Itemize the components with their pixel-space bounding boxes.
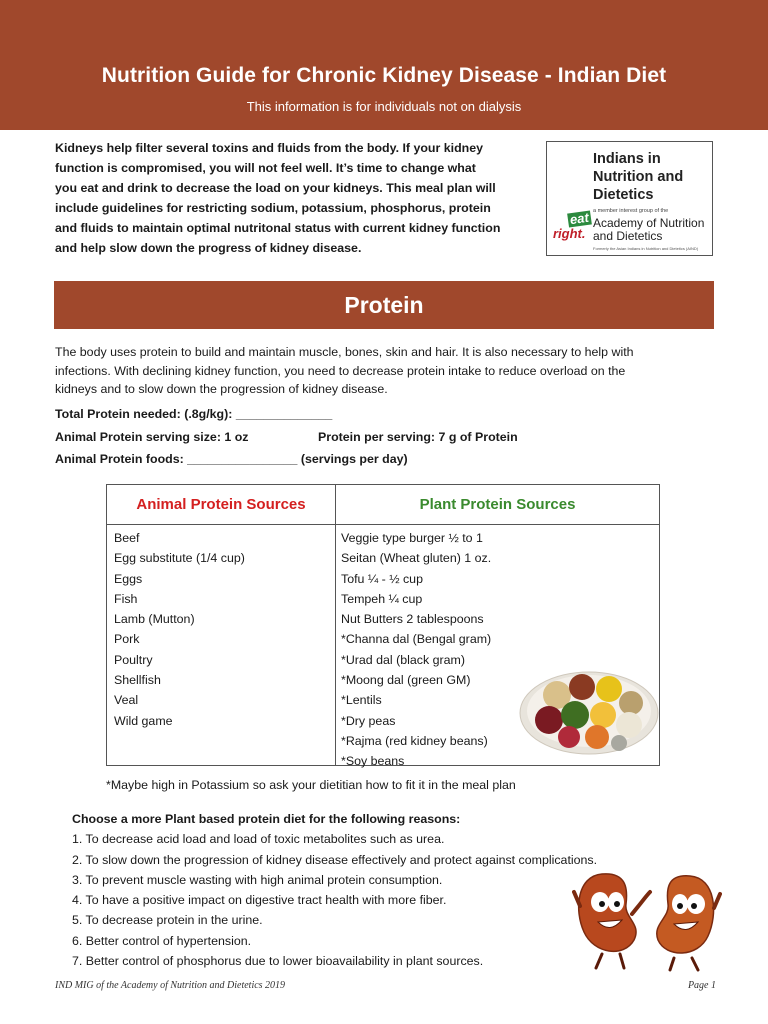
section-heading-protein: Protein <box>54 281 714 329</box>
list-item: Veggie type burger ½ to 1 <box>341 531 483 545</box>
logo-academy-line: Academy of Nutrition <box>593 216 705 230</box>
list-item: *Channa dal (Bengal gram) <box>341 632 492 647</box>
logo-title-line: Nutrition and <box>593 169 684 185</box>
intro-line: Kidneys help filter several toxins and fluids from the body. If your kidney <box>55 141 484 155</box>
list-item: Poultry <box>114 652 153 667</box>
total-protein-row <box>55 403 715 426</box>
protein-description-line: kidneys and to slow down the progression of kidney disease. <box>55 382 388 397</box>
logo-title <box>593 150 683 204</box>
table-header-divider <box>107 524 659 525</box>
list-item: Lamb (Mutton) <box>114 612 195 627</box>
eat-right-logo <box>553 209 593 246</box>
intro-line: function is compromised, you will not feel well. It’s time to change what <box>55 160 476 175</box>
logo-title-line: Indians in <box>593 151 661 167</box>
ind-logo <box>546 141 713 256</box>
list-item: Egg substitute (1/4 cup) <box>114 551 245 566</box>
lentils-plate-image <box>519 665 659 755</box>
page-title: Nutrition Guide for Chronic Kidney Disease - Indian Diet <box>101 64 667 87</box>
list-item: Pork <box>114 632 140 647</box>
potassium-footnote: *Maybe high in Potassium so ask your dietitian how to fit it in the meal plan <box>106 778 516 792</box>
eat-right-right: right. <box>553 226 586 241</box>
reasons-title: Choose a more Plant based protein diet for the following reasons: <box>72 812 461 826</box>
eat-right-eat: eat <box>569 209 590 228</box>
serving-row <box>55 426 715 449</box>
list-item: 2. To slow down the progression of kidney disease effectively and protect against complications. <box>72 852 598 867</box>
foods-row <box>55 448 715 471</box>
list-item: *Rajma (red kidney beans) <box>341 733 488 748</box>
logo-formerly: Formerly the Asian Indians in Nutrition and Dietetics (AIND) <box>593 246 699 251</box>
list-item: Veal <box>114 693 139 708</box>
protein-per-serving: Protein per serving: 7 g of Protein <box>318 429 518 444</box>
footer-credit: IND MIG of the Academy of Nutrition and Dietetics 2019 <box>55 980 286 991</box>
logo-title-line: Dietetics <box>593 187 654 203</box>
page-header <box>0 0 768 130</box>
logo-member-text: a member interest group of the <box>593 208 669 214</box>
plant-sources-header: Plant Protein Sources <box>419 496 576 513</box>
list-item: Tofu ¼ - ½ cup <box>341 571 423 586</box>
list-item: *Moong dal (green GM) <box>341 673 471 688</box>
logo-academy <box>593 217 704 243</box>
protein-sources-table <box>106 484 660 769</box>
list-item: 5. To decrease protein in the urine. <box>72 913 263 928</box>
protein-fill-in-lines <box>55 403 715 471</box>
page-number: Page 1 <box>687 980 716 991</box>
list-item: Eggs <box>114 571 143 586</box>
list-item: Tempeh ¼ cup <box>341 591 423 606</box>
animal-protein-foods: Animal Protein foods: ________________ (servings per day) <box>55 452 408 466</box>
list-item: 1. To decrease acid load and load of toxic metabolites such as urea. <box>72 832 445 847</box>
page-subtitle: This information is for individuals not on dialysis <box>246 99 522 114</box>
intro-line: include guidelines for restricting sodium, potassium, phosphorus, protein <box>55 200 491 215</box>
protein-description-line: The body uses protein to build and maintain muscle, bones, skin and hair. It is also necessary to help with <box>55 345 634 359</box>
list-item: Beef <box>114 531 140 545</box>
plant-sources-list <box>341 528 491 772</box>
total-protein-needed: Total Protein needed: (.8g/kg): ______________ <box>55 407 333 421</box>
intro-line: you eat and drink to decrease the load on your kidneys. This meal plan will <box>55 180 496 195</box>
list-item: Seitan (Wheat gluten) 1 oz. <box>341 551 492 566</box>
list-item: 4. To have a positive impact on digestive tract health with more fiber. <box>72 893 447 908</box>
animal-sources-header: Animal Protein Sources <box>136 496 306 513</box>
intro-paragraph <box>55 139 525 258</box>
list-item: Wild game <box>114 713 173 728</box>
list-item: 6. Better control of hypertension. <box>72 933 252 948</box>
animal-serving-size: Animal Protein serving size: 1 oz <box>55 429 249 444</box>
list-item: Fish <box>114 591 138 606</box>
protein-description <box>55 343 715 399</box>
list-item: *Lentils <box>341 693 382 708</box>
list-item: *Soy beans <box>341 754 405 769</box>
kidney-characters-illustration <box>572 862 722 972</box>
list-item: 7. Better control of phosphorus due to lower bioavailability in plant sources. <box>72 954 484 969</box>
list-item: *Dry peas <box>341 713 396 728</box>
list-item: *Urad dal (black gram) <box>341 652 465 667</box>
list-item: 3. To prevent muscle wasting with high animal protein consumption. <box>72 872 443 887</box>
logo-academy-line: and Dietetics <box>593 229 663 243</box>
list-item: Shellfish <box>114 673 161 688</box>
table-column-divider <box>335 485 336 765</box>
list-item: Nut Butters 2 tablespoons <box>341 612 484 627</box>
animal-sources-list <box>114 528 245 731</box>
intro-line: and help slow down the progress of kidney disease. <box>55 240 362 255</box>
intro-line: and fluids to maintain optimal nutritonal status with current kidney function <box>55 220 501 235</box>
protein-description-line: infections. With declining kidney function, you need to decrease protein intake to reduce overload on the <box>55 363 626 378</box>
